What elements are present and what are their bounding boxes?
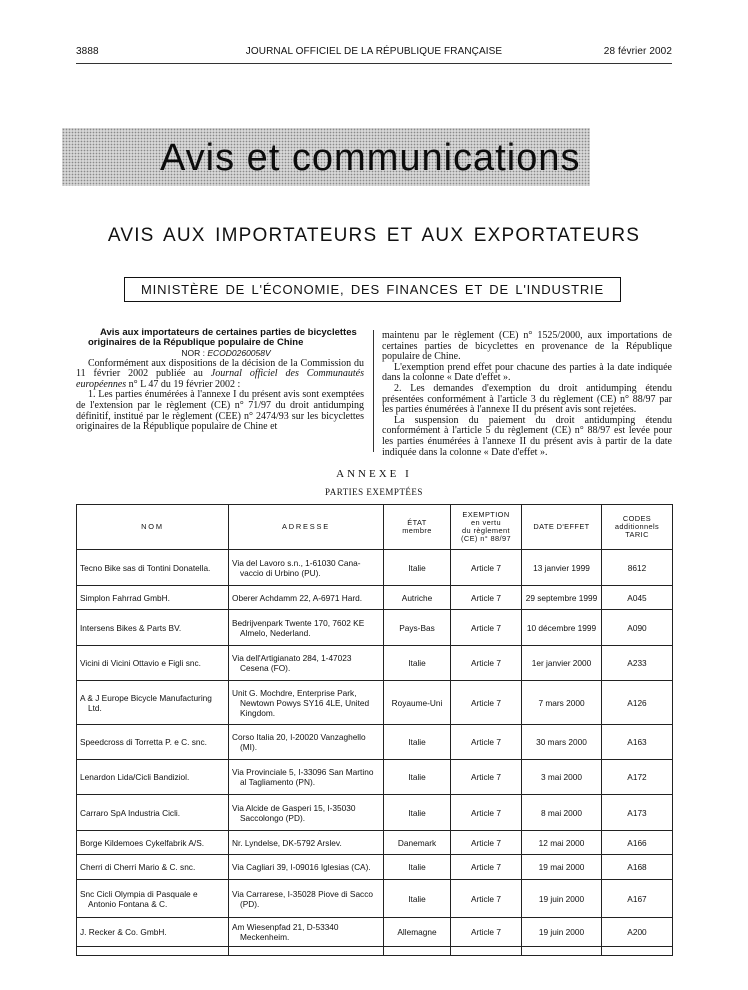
- cell-exemption: Article 7: [451, 681, 522, 725]
- cell-exemption: Article 7: [451, 646, 522, 681]
- cell-taric: A172: [602, 760, 673, 795]
- p1-before: Conformément aux dispositions de la décision de la Commission du 11 février 2002 publiée au: [76, 357, 364, 380]
- p1-journal: Journal officiel des Communautés européennes: [76, 368, 364, 390]
- continuation-cell: [384, 947, 451, 956]
- col-header-exemption: [451, 505, 522, 550]
- col-header-codes: [602, 505, 673, 550]
- cell-adresse-line: Kingdom.: [240, 707, 276, 718]
- cell-etat: Royaume-Uni: [384, 681, 451, 725]
- cell-nom: [77, 880, 229, 918]
- cell-nom-line: Borge Kildemoes Cykelfabrik A/S.: [80, 837, 205, 848]
- cell-taric: A045: [602, 586, 673, 610]
- cell-etat: Danemark: [384, 831, 451, 855]
- cell-nom-line: Vicini di Vicini Ottavio e Figli snc.: [80, 658, 201, 668]
- cell-adresse-line: (PD).: [240, 898, 260, 909]
- cell-adresse-line: vaccio di Urbino (PU).: [240, 567, 321, 578]
- journal-title: JOURNAL OFFICIEL DE LA RÉPUBLIQUE FRANÇAISE: [245, 46, 503, 57]
- notice-paragraph-1: [76, 359, 364, 391]
- cell-adresse-line: Am Wiesenpfad 21, D-53340: [232, 922, 339, 932]
- cell-adresse-line: Cesena (FO).: [240, 663, 291, 673]
- cell-exemption: Article 7: [451, 918, 522, 947]
- cell-date: 19 juin 2000: [522, 918, 602, 947]
- cell-etat: Italie: [384, 760, 451, 795]
- ministry-name: MINISTÈRE DE L'ÉCONOMIE, DES FINANCES ET DE L'INDUSTRIE: [141, 282, 604, 297]
- table-row: [77, 550, 673, 586]
- notice-paragraph-2: 1. Les parties énumérées à l'annexe I du présent avis sont exemptées de l'extension par le règlement (CE) n° 71/97 du droit antidumping définitif, institué par le règlement (CEE) n° 2474/93 sur les bicyclettes originaires de la République populaire de Chine et: [76, 389, 364, 433]
- page-number: 3888: [76, 46, 99, 57]
- col-header-exemption-line1: EXEMPTION: [462, 509, 510, 519]
- cell-nom: [77, 586, 229, 610]
- col-header-exemption-line2: en vertu: [471, 517, 501, 527]
- cell-date: 12 mai 2000: [522, 831, 602, 855]
- cell-nom: [77, 831, 229, 855]
- cell-adresse-line: Bedrijvenpark Twente 170, 7602 KE: [232, 617, 365, 628]
- cell-adresse: [229, 550, 384, 586]
- cell-nom: [77, 550, 229, 586]
- cell-adresse-line: Via del Lavoro s.n., 1-61030 Cana-: [232, 557, 361, 568]
- cell-adresse-line: Via Cagliari 39, I-09016 Iglesias (CA).: [232, 862, 371, 872]
- cell-date: 3 mai 2000: [522, 760, 602, 795]
- cell-nom-line: Lenardon Lida/Cicli Bandiziol.: [80, 772, 190, 782]
- cell-exemption: Article 7: [451, 610, 522, 646]
- table-row: [77, 831, 673, 855]
- cell-nom-line: Tecno Bike sas di Tontini Donatella.: [80, 562, 211, 573]
- cell-adresse: [229, 918, 384, 947]
- cell-etat: Italie: [384, 855, 451, 880]
- cell-nom: [77, 795, 229, 831]
- cell-taric: A233: [602, 646, 673, 681]
- cell-nom: [77, 681, 229, 725]
- cell-adresse: [229, 880, 384, 918]
- cell-taric: A166: [602, 831, 673, 855]
- notice-title: Avis aux importateurs de certaines parties de bicyclettes originaires de la République populaire de Chine: [88, 327, 357, 348]
- ministry-box: [124, 277, 621, 302]
- cell-etat: Allemagne: [384, 918, 451, 947]
- cell-nom-line: Antonio Fontana & C.: [88, 898, 168, 909]
- table-row: [77, 760, 673, 795]
- cell-nom-line: A & J Europe Bicycle Manufacturing: [80, 692, 212, 703]
- nor-label: NOR :: [181, 348, 205, 358]
- cell-exemption: Article 7: [451, 725, 522, 760]
- table-body: [77, 550, 673, 956]
- table-row: [77, 681, 673, 725]
- annex-subtitle: PARTIES EXEMPTÉES: [325, 487, 423, 497]
- table-row: [77, 795, 673, 831]
- continuation-cell: [229, 947, 384, 956]
- cell-adresse: [229, 725, 384, 760]
- cell-taric: A173: [602, 795, 673, 831]
- cell-nom-line: Carraro SpA Industria Cicli.: [80, 807, 181, 818]
- cell-etat: Italie: [384, 725, 451, 760]
- notice-paragraph-6: La suspension du paiement du droit antidumping étendu conformément à l'article 5 du règlement (CE) n° 88/97 est levée pour les parties énumérées à l'annexe II du présent avis à partir de la date indiquée dans la colonne « Date d'effet ».: [382, 414, 672, 458]
- cell-nom: [77, 855, 229, 880]
- cell-adresse-line: Via dell'Artigianato 284, 1-47023: [232, 653, 352, 663]
- cell-exemption: Article 7: [451, 760, 522, 795]
- table-row: [77, 880, 673, 918]
- cell-exemption: Article 7: [451, 880, 522, 918]
- cell-taric: A167: [602, 880, 673, 918]
- cell-taric: 8612: [602, 550, 673, 586]
- col-header-etat: [384, 505, 451, 550]
- cell-date: 1er janvier 2000: [522, 646, 602, 681]
- notice-paragraph-3: maintenu par le règlement (CE) n° 1525/2000, aux importations de certaines parties de bicyclettes en provenance de la République populaire de Chine.: [382, 330, 672, 363]
- cell-adresse: [229, 760, 384, 795]
- cell-adresse-line: Via Provinciale 5, I-33096 San Martino: [232, 767, 374, 777]
- cell-date: 29 septembre 1999: [522, 586, 602, 610]
- nor-code: ECOD0260058V: [207, 348, 271, 358]
- section-headline: AVIS AUX IMPORTATEURS ET AUX EXPORTATEURS: [107, 225, 641, 246]
- col-header-etat-line1: ÉTAT: [407, 517, 427, 527]
- cell-adresse: [229, 646, 384, 681]
- continuation-cell: [522, 947, 602, 956]
- cell-nom-line: Speedcross di Torretta P. e C. snc.: [80, 737, 207, 747]
- cell-adresse-line: Meckenheim.: [240, 932, 290, 942]
- col-header-adresse: ADRESSE: [229, 505, 384, 550]
- table-row: [77, 725, 673, 760]
- table-row: [77, 918, 673, 947]
- cell-adresse-line: Via Carrarese, I-35028 Piove di Sacco: [232, 888, 373, 899]
- col-header-codes-line1: CODES: [622, 513, 652, 523]
- cell-nom-line: Snc Cicli Olympia di Pasquale e: [80, 888, 198, 899]
- cell-date: 13 janvier 1999: [522, 550, 602, 586]
- cell-adresse-line: Newtown Powys SY16 4LE, United: [240, 697, 370, 708]
- header-rule: [76, 63, 672, 64]
- issue-date: 28 février 2002: [603, 46, 672, 57]
- cell-taric: A163: [602, 725, 673, 760]
- exempted-parties-table: [76, 504, 673, 956]
- cell-nom: [77, 760, 229, 795]
- cell-taric: A168: [602, 855, 673, 880]
- notice-left-column: [76, 328, 364, 433]
- cell-etat: Italie: [384, 795, 451, 831]
- cell-adresse-line: al Tagliamento (PN).: [240, 777, 316, 787]
- cell-adresse-line: Via Alcide de Gasperi 15, I-35030: [232, 802, 356, 813]
- cell-date: 19 juin 2000: [522, 880, 602, 918]
- cell-exemption: Article 7: [451, 831, 522, 855]
- cell-taric: A200: [602, 918, 673, 947]
- cell-date: 10 décembre 1999: [522, 610, 602, 646]
- banner-title: Avis et communications: [160, 137, 581, 179]
- cell-adresse-line: (MI).: [240, 742, 258, 752]
- col-header-etat-line2: membre: [402, 526, 432, 535]
- cell-etat: Pays-Bas: [384, 610, 451, 646]
- continuation-cell: [451, 947, 522, 956]
- p1-after: n° L 47 du 19 février 2002 :: [126, 378, 241, 390]
- table-header-row: [77, 505, 673, 550]
- cell-date: 8 mai 2000: [522, 795, 602, 831]
- continuation-cell: [602, 947, 673, 956]
- annex-title: ANNEXE I: [336, 468, 412, 480]
- col-header-nom: NOM: [77, 505, 229, 550]
- col-header-codes-line2: additionnels: [614, 521, 660, 531]
- table-row: [77, 855, 673, 880]
- table-continuation-row: [77, 947, 673, 956]
- cell-date: 7 mars 2000: [522, 681, 602, 725]
- cell-nom: [77, 918, 229, 947]
- col-header-exemption-line4: (CE) n° 88/97: [460, 534, 512, 544]
- col-header-exemption-line3: du règlement: [462, 526, 510, 535]
- cell-nom: [77, 610, 229, 646]
- cell-nom: [77, 646, 229, 681]
- cell-adresse: [229, 831, 384, 855]
- cell-nom-line: Ltd.: [88, 702, 102, 713]
- cell-adresse: [229, 795, 384, 831]
- notice-paragraph-5: 2. Les demandes d'exemption du droit antidumping étendu présentées conformément à l'article 3 du règlement (CE) n° 88/97 par les parties énumérées à l'annexe II du présent avis sont rejetées.: [382, 382, 672, 416]
- table-row: [77, 610, 673, 646]
- cell-nom-line: Intersens Bikes & Parts BV.: [80, 622, 182, 633]
- cell-adresse-line: Saccolongo (PD).: [240, 812, 306, 823]
- cell-adresse-line: Corso Italia 20, I-20020 Vanzaghello: [232, 732, 366, 742]
- col-header-date: DATE D'EFFET: [522, 505, 602, 550]
- continuation-cell: [77, 947, 229, 956]
- cell-adresse-line: Nr. Lyndelse, DK-5792 Arslev.: [232, 837, 342, 848]
- cell-nom-line: Simplon Fahrrad GmbH.: [80, 592, 170, 603]
- cell-date: 19 mai 2000: [522, 855, 602, 880]
- notice-paragraph-4: L'exemption prend effet pour chacune des parties à la date indiquée dans la colonne « Date d'effet ».: [382, 361, 672, 384]
- cell-adresse: [229, 681, 384, 725]
- table-row: [77, 646, 673, 681]
- cell-etat: Italie: [384, 550, 451, 586]
- cell-exemption: Article 7: [451, 586, 522, 610]
- cell-nom-line: J. Recker & Co. GmbH.: [80, 927, 167, 937]
- cell-taric: A090: [602, 610, 673, 646]
- cell-adresse: [229, 586, 384, 610]
- cell-adresse: [229, 855, 384, 880]
- cell-nom-line: Cherri di Cherri Mario & C. snc.: [80, 862, 196, 872]
- cell-etat: Italie: [384, 646, 451, 681]
- cell-adresse: [229, 610, 384, 646]
- cell-exemption: Article 7: [451, 855, 522, 880]
- cell-adresse-line: Unit G. Mochdre, Enterprise Park,: [232, 687, 357, 698]
- table-row: [77, 586, 673, 610]
- column-divider: [373, 330, 374, 452]
- col-header-codes-line3: TARIC: [625, 530, 649, 540]
- cell-exemption: Article 7: [451, 795, 522, 831]
- notice-right-column: [382, 331, 672, 458]
- cell-taric: A126: [602, 681, 673, 725]
- cell-date: 30 mars 2000: [522, 725, 602, 760]
- cell-adresse-line: Oberer Achdamm 22, A-6971 Hard.: [232, 592, 363, 603]
- cell-nom: [77, 725, 229, 760]
- cell-etat: Autriche: [384, 586, 451, 610]
- cell-adresse-line: Almelo, Nederland.: [240, 627, 311, 638]
- cell-etat: Italie: [384, 880, 451, 918]
- cell-exemption: Article 7: [451, 550, 522, 586]
